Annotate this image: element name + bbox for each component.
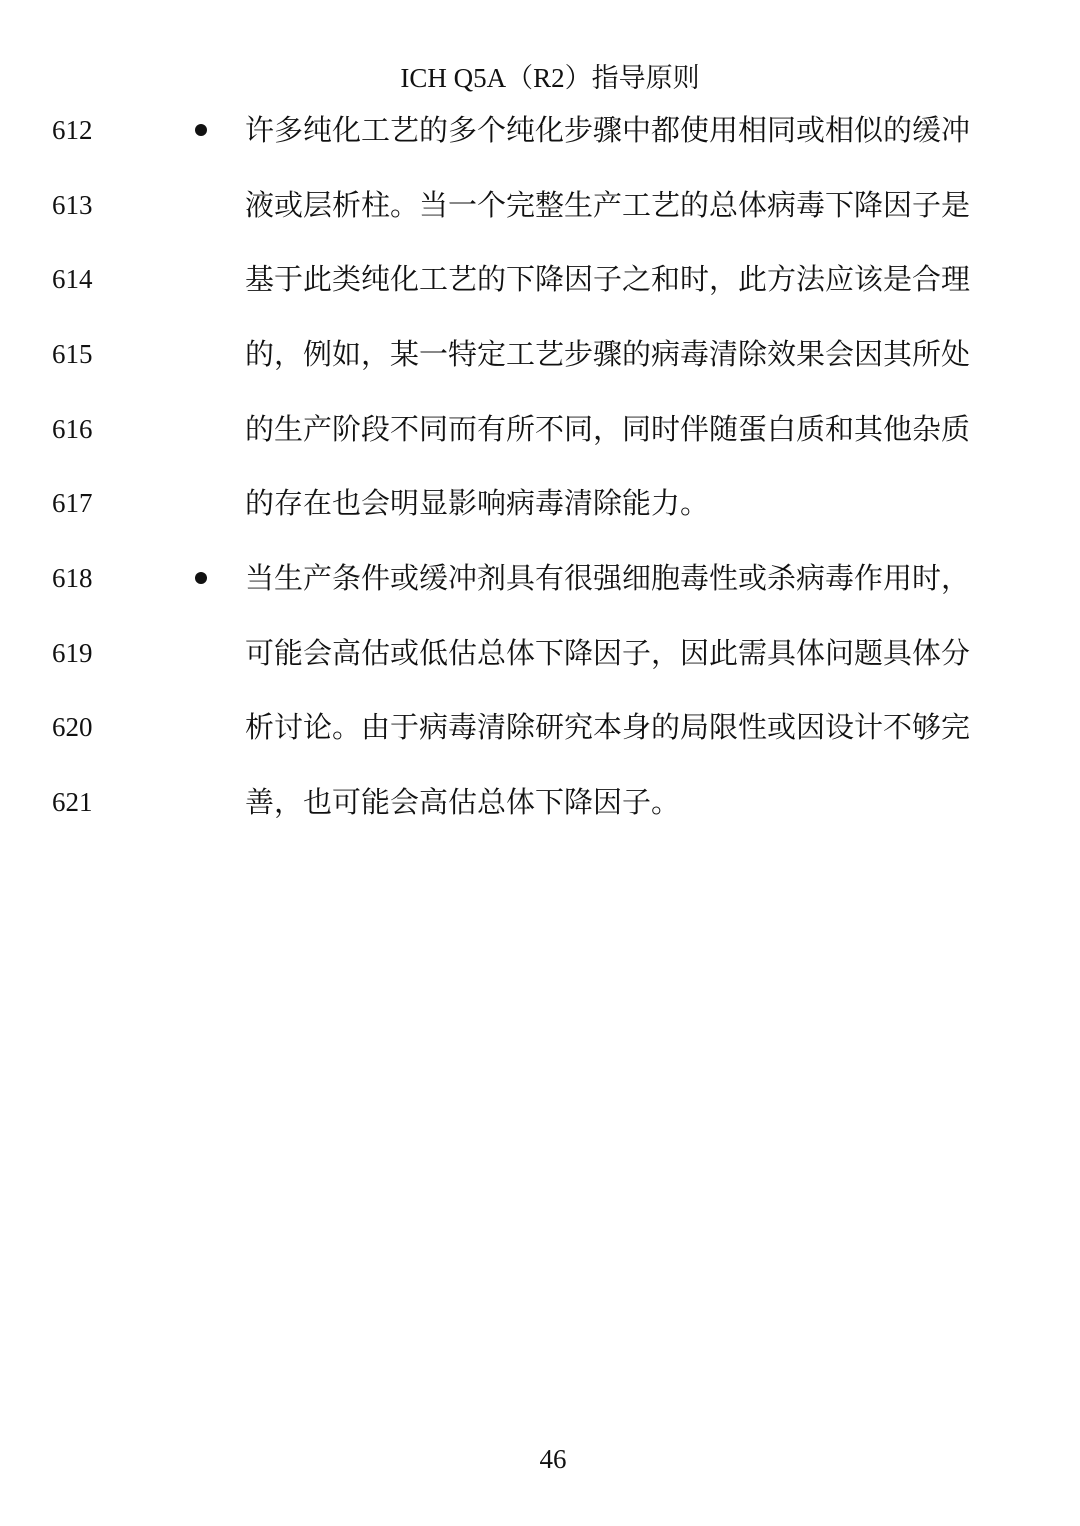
line-number: 620: [52, 712, 93, 742]
bullet-icon: [195, 572, 207, 584]
line-text: 的存在也会明显影响病毒清除能力。: [245, 486, 710, 520]
line-number: 617: [52, 488, 93, 518]
line-text: 基于此类纯化工艺的下降因子之和时，此方法应该是合理: [245, 262, 971, 296]
line-number: 615: [52, 339, 93, 369]
text-line: [0, 332, 1080, 376]
line-number: 614: [52, 264, 93, 294]
line-number: 618: [52, 563, 93, 593]
line-text: 液或层析柱。当一个完整生产工艺的总体病毒下降因子是: [245, 188, 971, 222]
line-text: 的，例如，某一特定工艺步骤的病毒清除效果会因其所处: [245, 337, 971, 371]
text-line: [0, 631, 1080, 675]
page-number: 46: [539, 1444, 567, 1474]
text-line: [0, 780, 1080, 824]
document-header: ICH Q5A（R2）指导原则: [400, 63, 700, 93]
text-line: [0, 705, 1080, 749]
line-number: 619: [52, 638, 93, 668]
bullet-icon: [195, 124, 207, 136]
line-number: 613: [52, 190, 93, 220]
line-text: 的生产阶段不同而有所不同，同时伴随蛋白质和其他杂质: [245, 412, 971, 446]
line-text: 当生产条件或缓冲剂具有很强细胞毒性或杀病毒作用时，: [245, 561, 971, 595]
line-number: 612: [52, 115, 93, 145]
text-line: [0, 556, 1080, 600]
line-text: 善，也可能会高估总体下降因子。: [245, 785, 681, 819]
text-line: [0, 108, 1080, 152]
text-line: [0, 257, 1080, 301]
text-line: [0, 481, 1080, 525]
text-line: [0, 407, 1080, 451]
line-text: 可能会高估或低估总体下降因子，因此需具体问题具体分: [245, 636, 971, 670]
line-text: 析讨论。由于病毒清除研究本身的局限性或因设计不够完: [245, 710, 971, 744]
text-line: [0, 183, 1080, 227]
line-number: 616: [52, 414, 93, 444]
line-text: 许多纯化工艺的多个纯化步骤中都使用相同或相似的缓冲: [245, 113, 971, 147]
line-number: 621: [52, 787, 93, 817]
